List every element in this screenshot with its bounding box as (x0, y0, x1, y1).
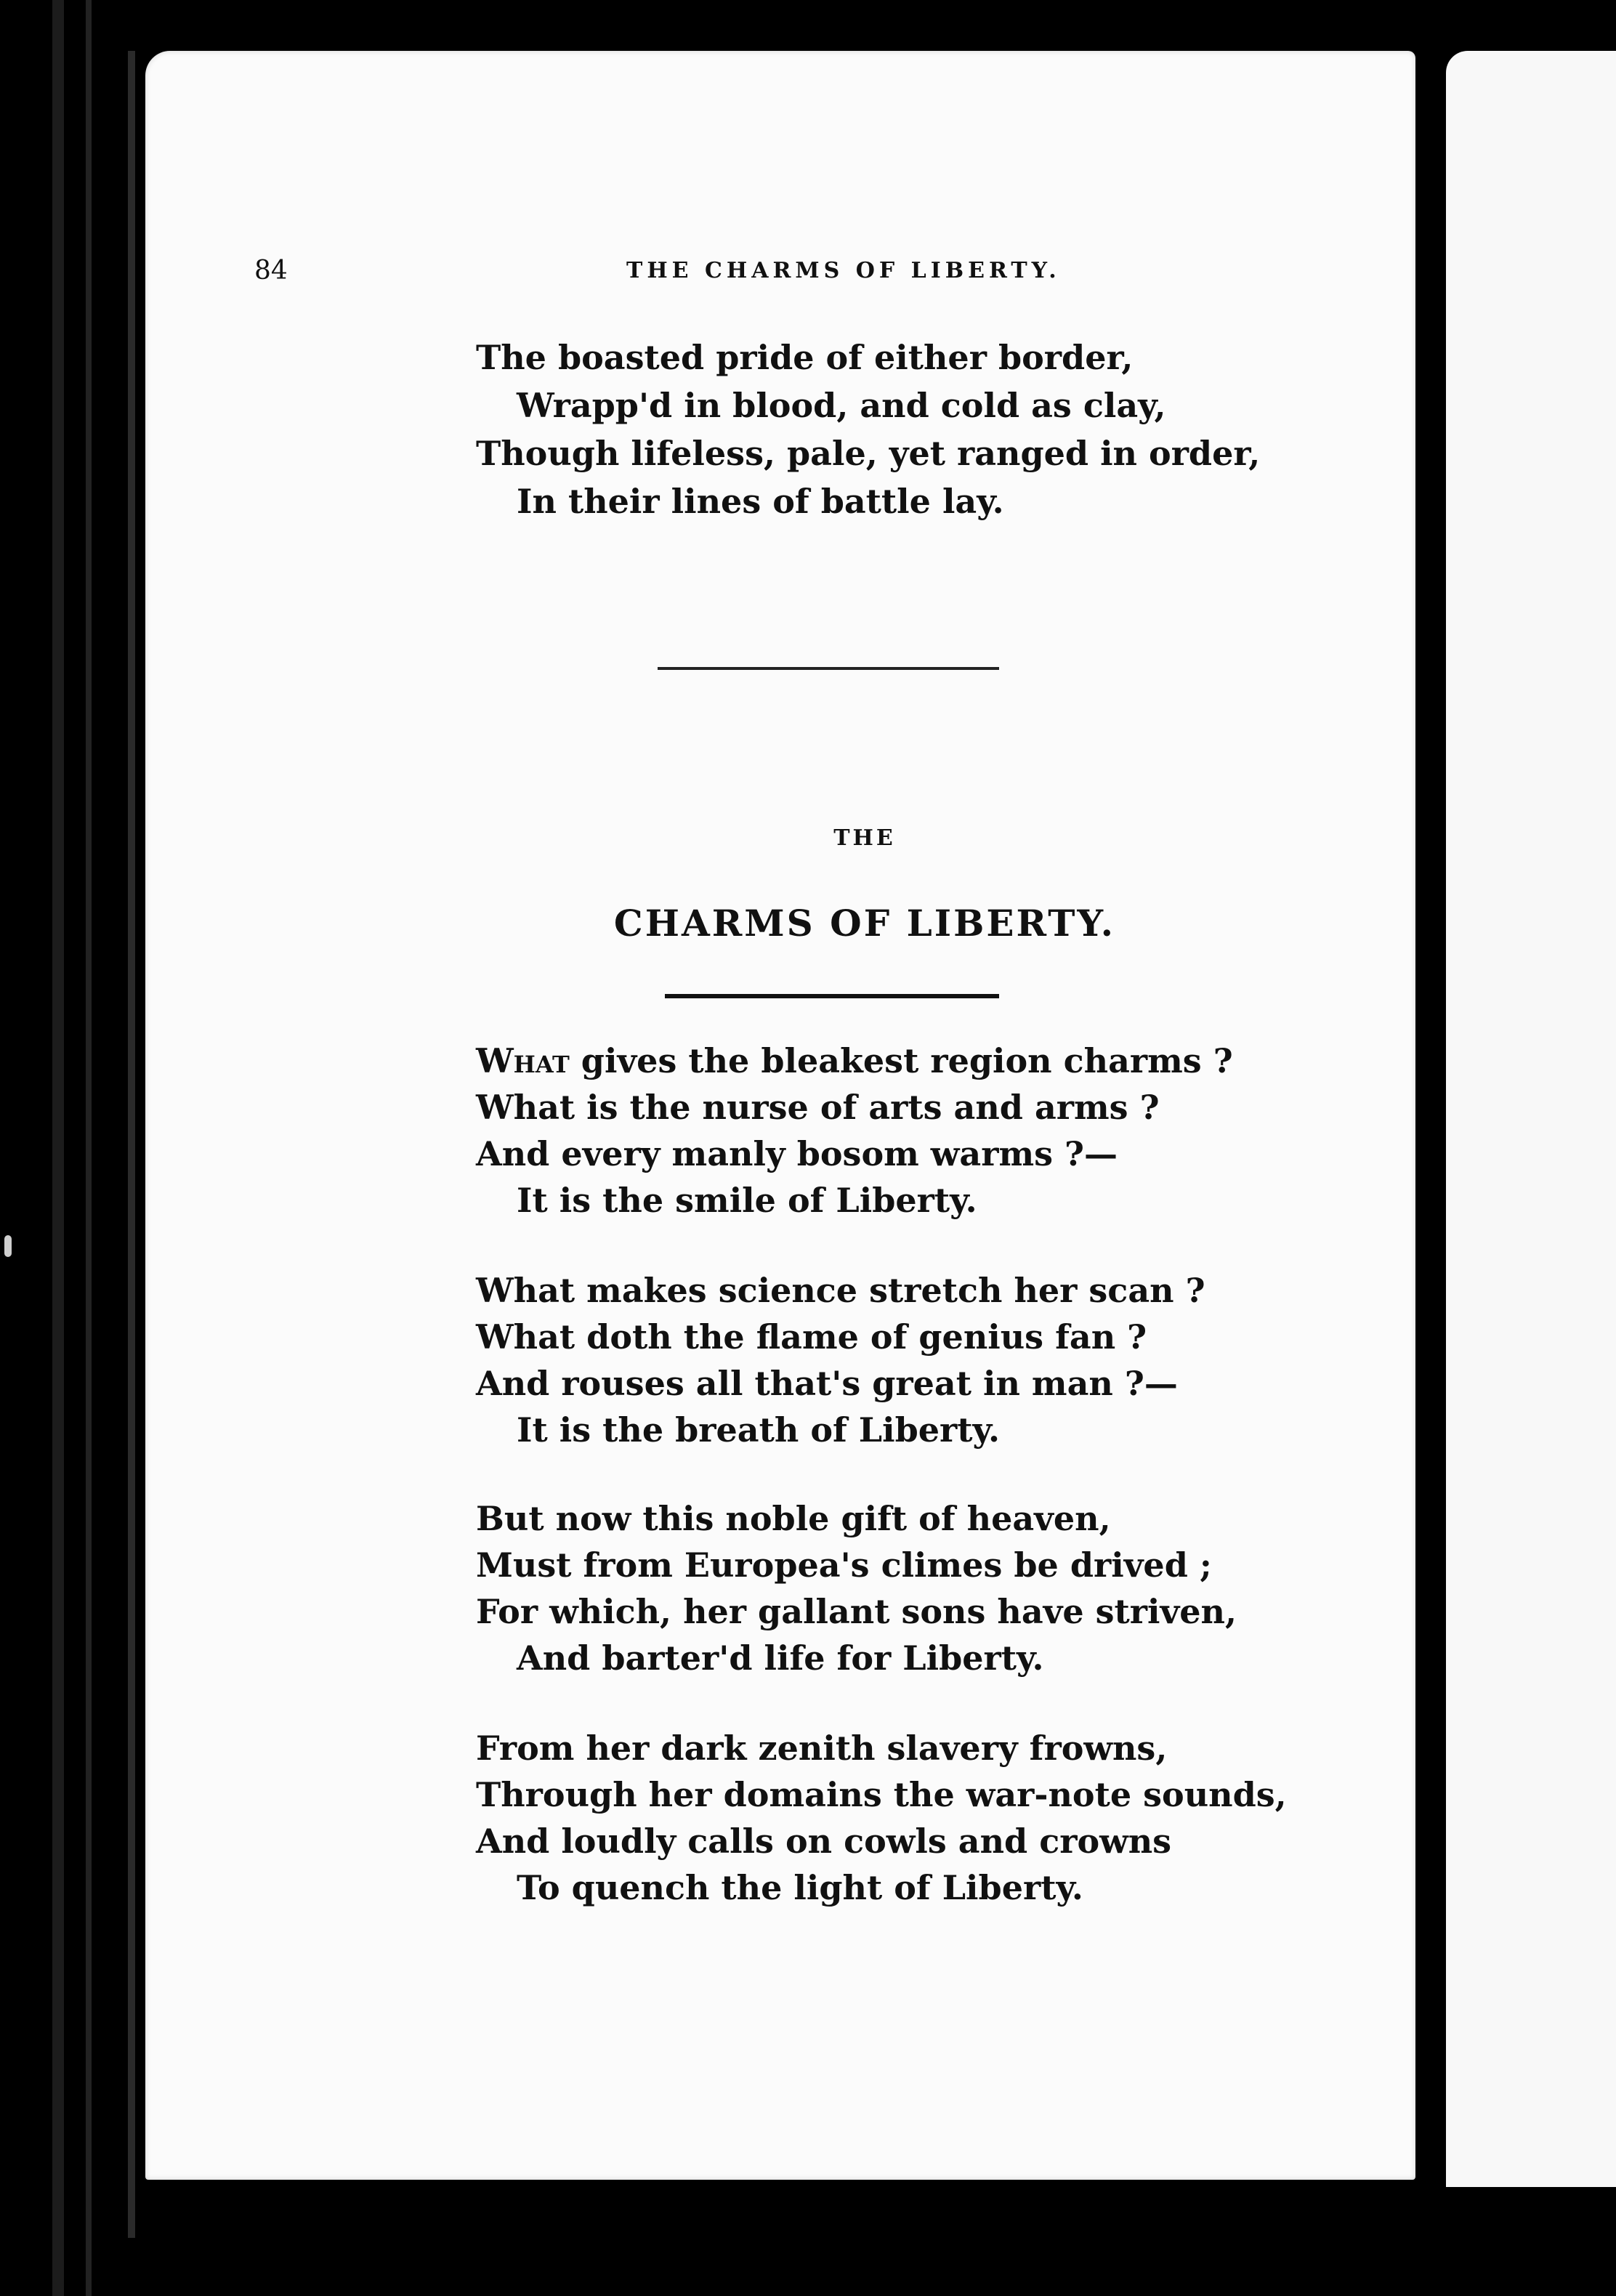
running-head (254, 253, 1068, 289)
poem-line: In their lines of battle lay. (517, 482, 1004, 521)
poem-line: Though lifeless, pale, yet ranged in order, (476, 434, 1261, 473)
poem-line: Through her domains the war-note sounds, (476, 1775, 1287, 1814)
poem-line: What is the nurse of arts and arms ? (476, 1088, 1160, 1127)
poem-line: But now this noble gift of heaven, (476, 1499, 1111, 1538)
scan-margin-mark (4, 1235, 12, 1257)
poem-line: What makes science stretch her scan ? (476, 1271, 1205, 1310)
poem-line: Must from Europea's climes be drived ; (476, 1545, 1212, 1585)
drop-word-rest: hat (513, 1041, 570, 1080)
poem-line: And loudly calls on cowls and crowns (476, 1822, 1172, 1861)
poem-line (476, 1039, 1233, 1083)
poem-line: To quench the light of Liberty. (517, 1868, 1083, 1907)
poem-title-prefix: THE (833, 825, 896, 851)
poem-line: And barter'd life for Liberty. (517, 1638, 1044, 1678)
poem-line-rest: gives the bleakest region charms ? (569, 1041, 1233, 1080)
section-divider (658, 667, 999, 670)
poem-line: And every manly bosom warms ?— (476, 1134, 1118, 1173)
poem-title: CHARMS OF LIBERTY. (613, 902, 1116, 945)
title-underline (665, 994, 999, 998)
poem-line: For which, her gallant sons have striven, (476, 1592, 1237, 1631)
poem-line: The boasted pride of either border, (476, 338, 1134, 377)
drop-word-lead: W (476, 1041, 514, 1080)
facing-page-edge (1446, 51, 1616, 2187)
poem-line: From her dark zenith slavery frowns, (476, 1729, 1168, 1768)
poem-line: It is the breath of Liberty. (517, 1410, 1001, 1450)
scan-binding-rule (86, 0, 92, 2296)
poem-line: It is the smile of Liberty. (517, 1181, 977, 1220)
scan-binding-rule (52, 0, 64, 2296)
poem-line: What doth the flame of genius fan ? (476, 1317, 1147, 1357)
page-number: 84 (254, 256, 288, 286)
running-title: THE CHARMS OF LIBERTY. (626, 258, 1061, 283)
poem-line: And rouses all that's great in man ?— (476, 1364, 1178, 1403)
scan-binding-rule (128, 51, 135, 2238)
poem-line: Wrapp'd in blood, and cold as clay, (517, 386, 1166, 425)
